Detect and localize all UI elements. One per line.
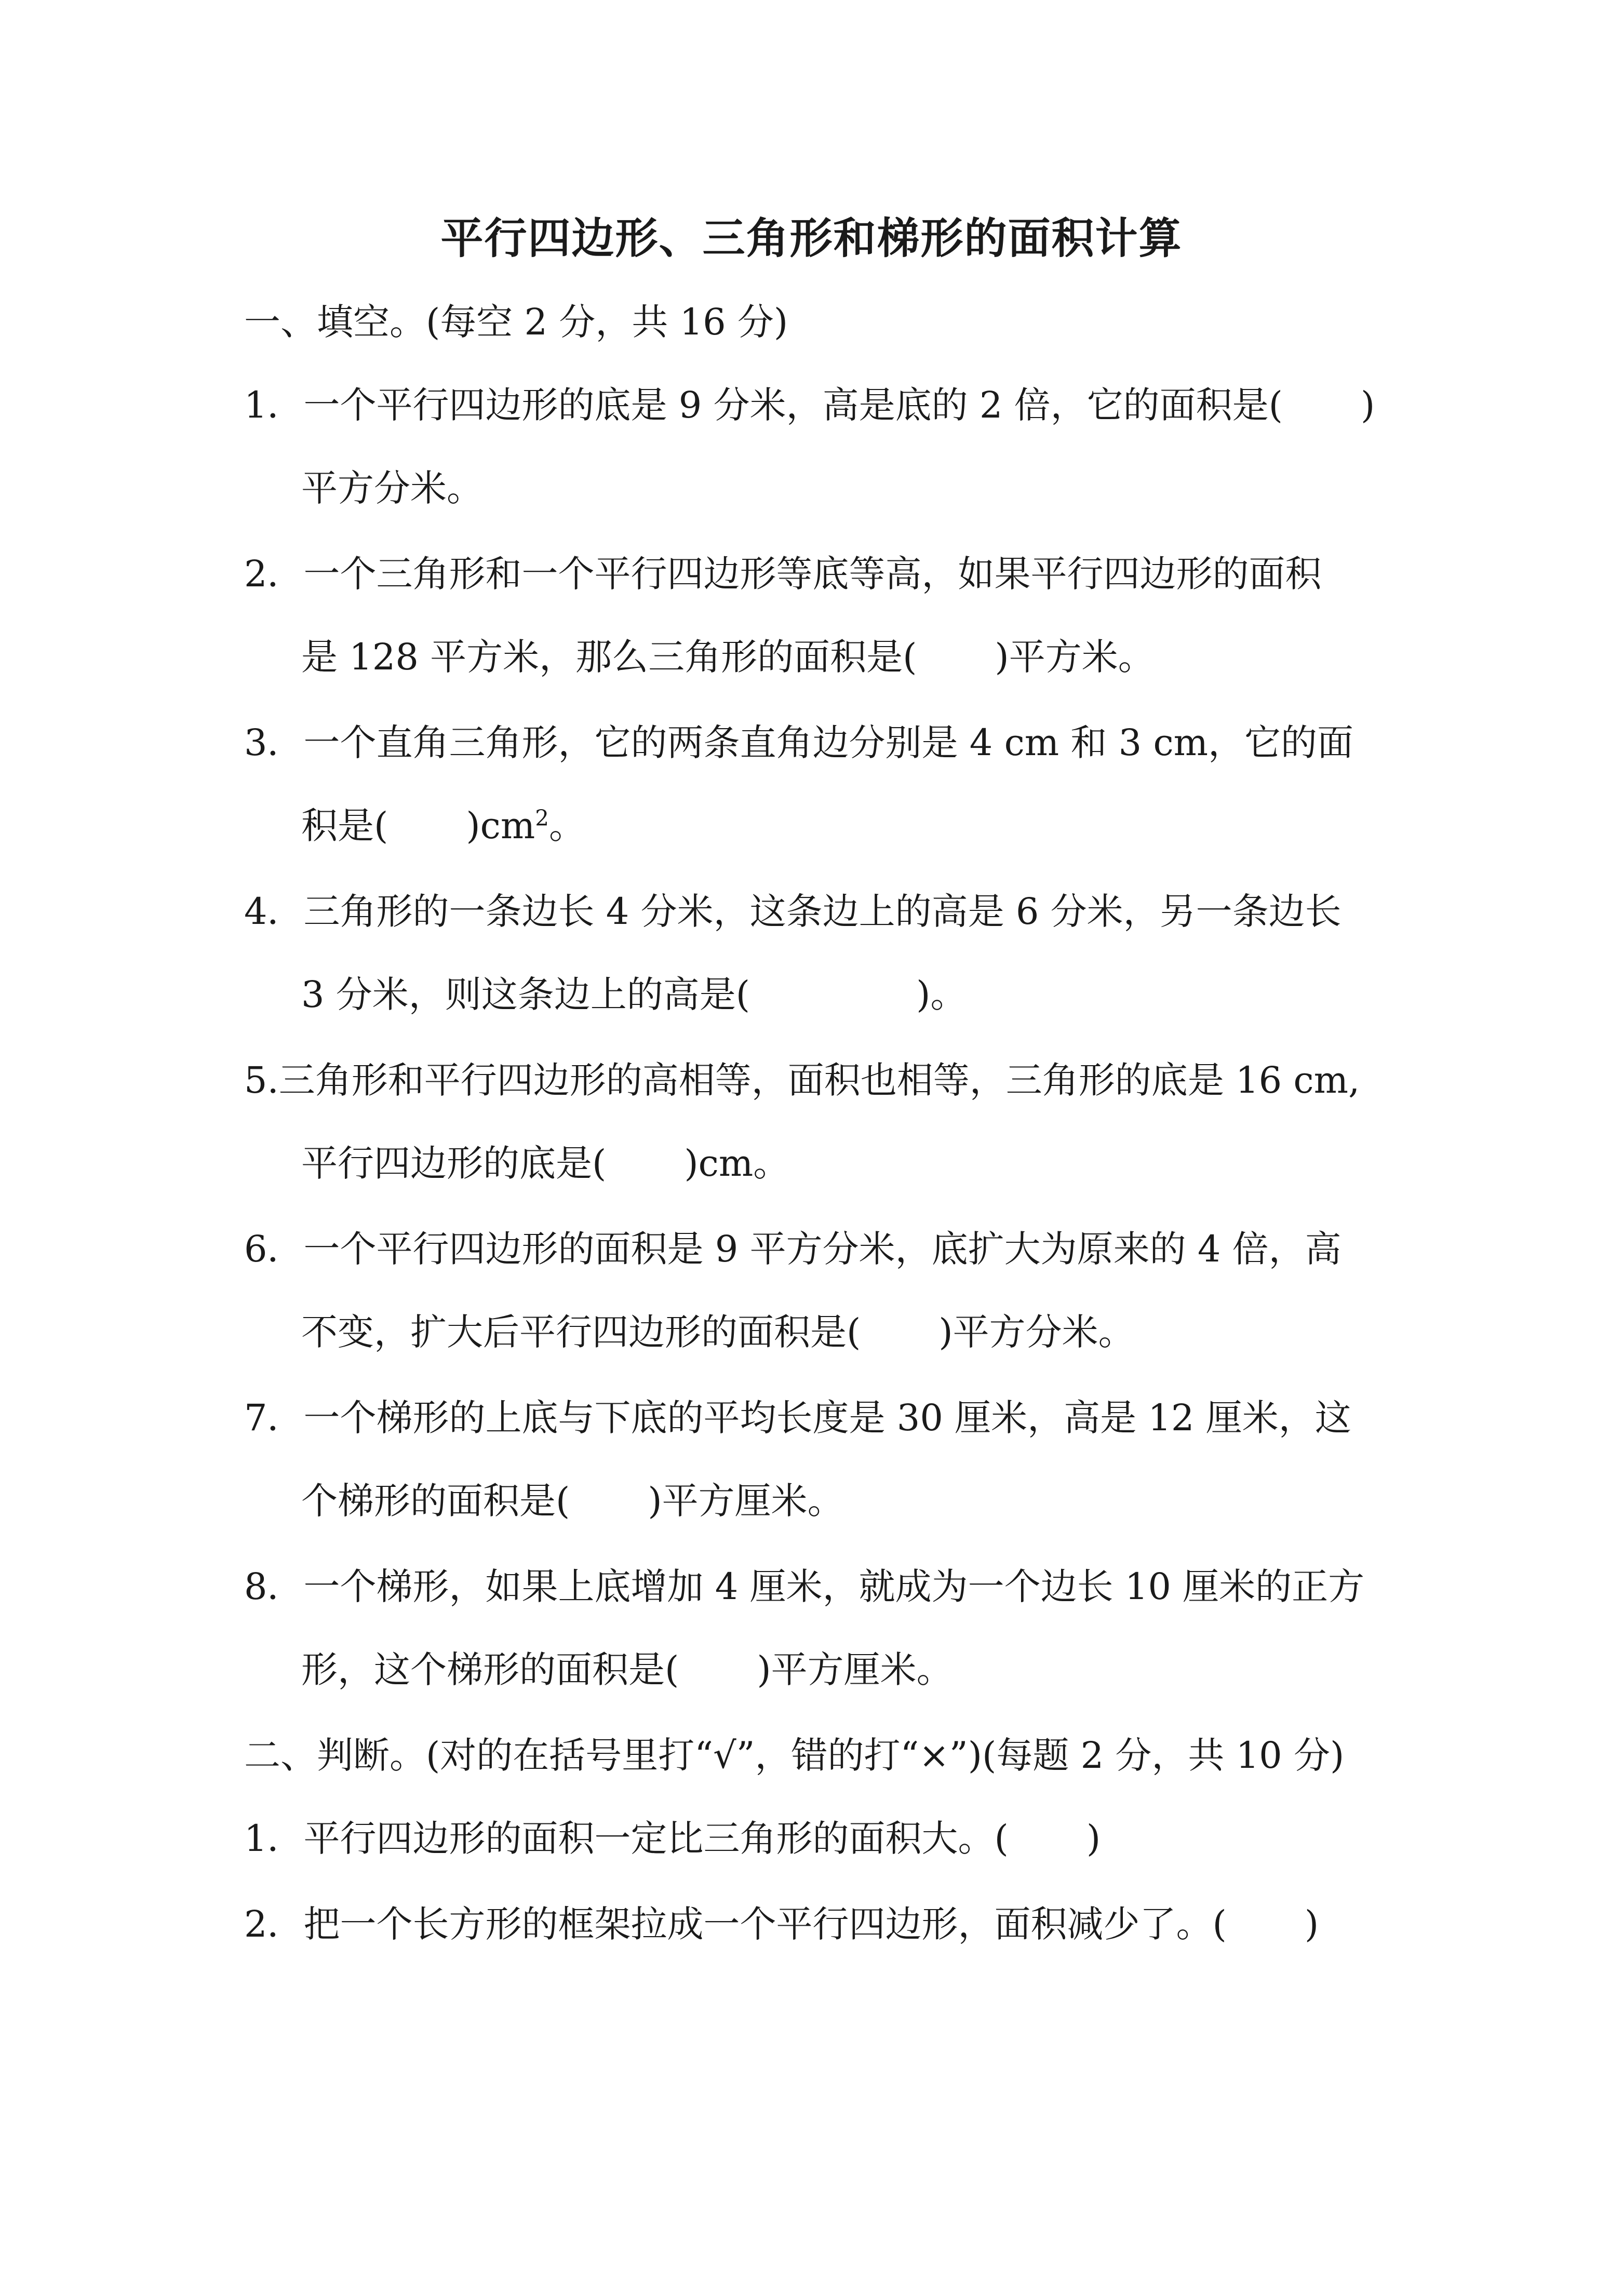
- question-text: )cm。: [684, 1142, 790, 1185]
- question-8-line1: [244, 1561, 1364, 1613]
- question-2-line1: [244, 548, 1322, 600]
- question-1-line2: 平方分米。: [301, 467, 483, 509]
- section1-heading: 一、填空。(每空 2 分，共 16 分): [244, 301, 788, 343]
- question-text: 三角形和平行四边形的高相等，面积也相等，三角形的底是 16 cm,: [278, 1059, 1360, 1102]
- question-1-line1: [244, 379, 1375, 431]
- question-number: 8．: [244, 1565, 304, 1608]
- question-6-line2: [301, 1306, 1135, 1358]
- question-number: 1．: [244, 384, 304, 426]
- question-3-line2: [301, 800, 585, 852]
- question-text: 是 128 平方米，那么三角形的面积是(: [301, 636, 917, 678]
- question-text: 形，这个梯形的面积是(: [301, 1648, 679, 1691]
- question-5-line1: [244, 1054, 1360, 1106]
- judge-question-1: [244, 1812, 1101, 1864]
- question-text: )平方分米。: [938, 1311, 1135, 1353]
- question-text: )平方厘米。: [757, 1648, 953, 1691]
- question-2-line2: [301, 631, 1155, 683]
- question-text: )cm: [466, 804, 535, 847]
- question-number: 3．: [244, 721, 304, 764]
- question-text: )平方米。: [995, 636, 1155, 678]
- question-4-line2: [301, 969, 967, 1021]
- question-text: 平行四边形的面积一定比三角形的面积大。(: [303, 1817, 1009, 1860]
- question-6-line1: [244, 1223, 1342, 1275]
- question-text: 平行四边形的底是(: [301, 1142, 607, 1185]
- question-text: 积是(: [301, 804, 388, 847]
- question-text: 个梯形的面积是(: [301, 1480, 570, 1522]
- question-number: 5.: [244, 1059, 279, 1102]
- question-text: ): [1304, 1903, 1319, 1945]
- question-text: 一个直角三角形，它的两条直角边分别是 4 cm 和 3 cm，它的面: [303, 721, 1354, 764]
- question-number: 7．: [244, 1397, 304, 1439]
- question-text: 。: [548, 804, 585, 847]
- question-text: 三角形的一条边长 4 分米，这条边上的高是 6 分米，另一条边长: [303, 890, 1342, 933]
- question-text: ): [1086, 1817, 1101, 1860]
- question-text: 一个三角形和一个平行四边形等底等高，如果平行四边形的面积: [303, 553, 1322, 595]
- judge-question-2: [244, 1898, 1319, 1950]
- question-text: )平方厘米。: [648, 1480, 844, 1522]
- question-text: 一个平行四边形的底是 9 分米，高是底的 2 倍，它的面积是(: [303, 384, 1283, 426]
- question-text: 3 分米，则这条边上的高是(: [301, 973, 750, 1016]
- question-number: 4．: [244, 890, 304, 933]
- question-text: 把一个长方形的框架拉成一个平行四边形，面积减少了。(: [303, 1903, 1227, 1945]
- question-number: 6．: [244, 1228, 304, 1270]
- question-text: 不变，扩大后平行四边形的面积是(: [301, 1311, 861, 1353]
- unit-superscript: 2: [535, 805, 549, 831]
- question-text: 一个梯形，如果上底增加 4 厘米，就成为一个边长 10 厘米的正方: [303, 1565, 1365, 1608]
- question-number: 2．: [244, 1903, 304, 1945]
- question-number: 2．: [244, 553, 304, 595]
- question-7-line1: [244, 1392, 1351, 1444]
- question-8-line2: [301, 1644, 953, 1696]
- question-number: 1．: [244, 1817, 304, 1860]
- question-text: ): [1360, 384, 1375, 426]
- question-3-line1: [244, 717, 1353, 769]
- question-text: 一个平行四边形的面积是 9 平方分米，底扩大为原来的 4 倍，高: [303, 1228, 1342, 1270]
- question-text: )。: [916, 973, 967, 1016]
- question-7-line2: [301, 1475, 844, 1527]
- question-4-line1: [244, 885, 1342, 937]
- page-title: 平行四边形、三角形和梯形的面积计算: [440, 214, 1183, 263]
- section2-heading: 二、判断。(对的在括号里打“√”，错的打“×”)(每题 2 分，共 10 分): [244, 1734, 1345, 1777]
- question-text: 一个梯形的上底与下底的平均长度是 30 厘米，高是 12 厘米，这: [303, 1397, 1351, 1439]
- question-5-line2: [301, 1137, 789, 1189]
